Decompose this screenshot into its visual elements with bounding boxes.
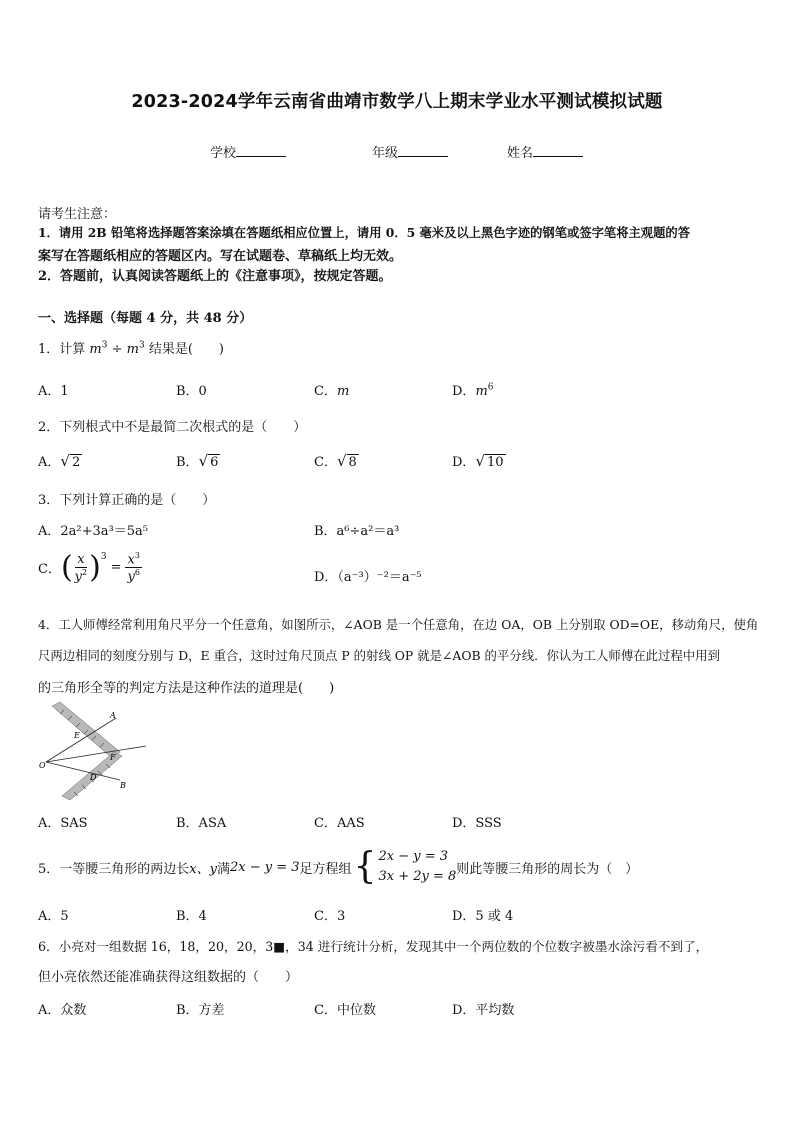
q4-option-d: D．SSS <box>452 816 502 831</box>
page-title: 2023-2024学年云南省曲靖市数学八上期末学业水平测试模拟试题 <box>131 92 663 112</box>
q5-brace: { <box>353 846 377 887</box>
section-heading: 一、选择题（每题 4 分，共 48 分） <box>38 311 253 326</box>
grade-field <box>372 142 448 161</box>
q3-option-b: B．a⁶÷a²＝a³ <box>314 524 400 539</box>
grade-label: 年级 <box>372 146 399 161</box>
q1-option-d: D．$m^6$ <box>452 382 494 399</box>
q6-option-c: C．中位数 <box>314 1003 376 1018</box>
notice-heading: 请考生注意： <box>38 207 117 222</box>
name-blank <box>533 144 583 157</box>
q1-option-b: B．0 <box>176 384 207 399</box>
q6-option-b: B．方差 <box>176 1003 225 1018</box>
label-b: B <box>120 781 126 790</box>
label-a: A <box>110 711 116 720</box>
q5-system <box>378 847 456 887</box>
q2-option-a: A．√ 2 <box>38 452 81 470</box>
q2-option-d: D．√ 10 <box>452 452 504 470</box>
q5-option-d: D．5 或 4 <box>452 909 514 924</box>
q5-system-eq2: 3x + 2y = 8 <box>378 869 457 884</box>
q6-line-1: 6．小亮对一组数据 16，18，20，20，3■，34 进行统计分析，发现其中一个两位数的个位数字被墨水涂污看不到了， <box>38 939 709 954</box>
q4-option-b: B．ASA <box>176 816 227 831</box>
notice-line-1a: 1．请用 2B 铅笔将选择题答案涂填在答题纸相应位置上，请用 0．5 毫米及以上黑色字迹的钢笔或签字笔将主观题的答 <box>38 225 690 240</box>
q5-suffix: 则此等腰三角形的周长为（ ） <box>456 861 639 877</box>
q5-mid2: 足方程组 <box>299 861 352 877</box>
q5-option-a: A．5 <box>38 909 69 924</box>
q6-option-a: A．众数 <box>38 1003 87 1018</box>
q1-suffix: 结果是( ) <box>148 342 224 357</box>
school-field <box>210 142 286 161</box>
q4-line-2: 尺两边相同的刻度分别与 D，E 重合，这时过角尺顶点 P 的射线 OP 就是∠AOB 的平分线．你认为工人师傅在此过程中用到 <box>38 648 720 663</box>
label-e: E <box>74 731 80 740</box>
label-d: D <box>90 773 97 782</box>
angle-ruler-figure <box>36 700 156 804</box>
q1-prefix: 1．计算 <box>38 342 86 357</box>
notice-line-2: 2．答题前，认真阅读答题纸上的《注意事项》，按规定答题。 <box>38 269 392 284</box>
q3-option-c: C． ( $\frac{x}{y^2}$ ) $^3$ = $\frac{x^3}{y^6}$ <box>38 549 140 585</box>
question-3: 3．下列计算正确的是（ ） <box>38 493 216 508</box>
q1-option-c: C．m <box>314 384 350 399</box>
school-label: 学校 <box>210 146 237 161</box>
label-f: F <box>110 753 116 762</box>
ray-op <box>46 746 146 762</box>
name-label: 姓名 <box>507 146 534 161</box>
question-2: 2．下列根式中不是最简二次根式的是（ ） <box>38 420 307 435</box>
q3-option-d: D．（a⁻³）⁻²＝a⁻⁵ <box>314 570 422 585</box>
q5-prefix: 5．一等腰三角形的两边长 <box>38 861 190 877</box>
q5-mid: 满 <box>216 861 230 877</box>
q5-xy: x、y <box>189 861 217 877</box>
q4-option-a: A．SAS <box>38 816 88 831</box>
q3-option-a: A．2a²+3a³＝5a⁵ <box>38 524 148 539</box>
q4-option-c: C．AAS <box>314 816 365 831</box>
q6-line-2: 但小亮依然还能准确获得这组数据的（ ） <box>38 970 299 985</box>
school-blank <box>236 144 286 157</box>
q6-option-d: D．平均数 <box>452 1003 515 1018</box>
q4-line-1: 4．工人师傅经常利用角尺平分一个任意角，如图所示，∠AOB 是一个任意角，在边 OA，OB 上分别取 OD=OE，移动角尺，使角 <box>38 617 759 632</box>
question-5 <box>38 845 638 889</box>
q4-line-3: 的三角形全等的判定方法是这种作法的道理是( ) <box>38 681 335 696</box>
grade-blank <box>398 144 448 157</box>
label-o: O <box>39 761 46 770</box>
question-1 <box>38 338 224 357</box>
q5-option-c: C．3 <box>314 909 346 924</box>
q5-equation: 2x − y = 3 <box>229 859 300 875</box>
q1-expression: $m^3 \div m^3$ <box>89 340 145 357</box>
q1-option-a: A．1 <box>38 384 69 399</box>
q2-option-c: C．√ 8 <box>314 452 357 470</box>
q2-option-b: B．√ 6 <box>176 452 219 470</box>
q5-option-b: B．4 <box>176 909 207 924</box>
q5-system-eq1: 2x − y = 3 <box>378 849 448 864</box>
name-field <box>507 142 583 161</box>
notice-line-1b: 案写在答题纸相应的答题区内。写在试题卷、草稿纸上均无效。 <box>38 249 403 264</box>
